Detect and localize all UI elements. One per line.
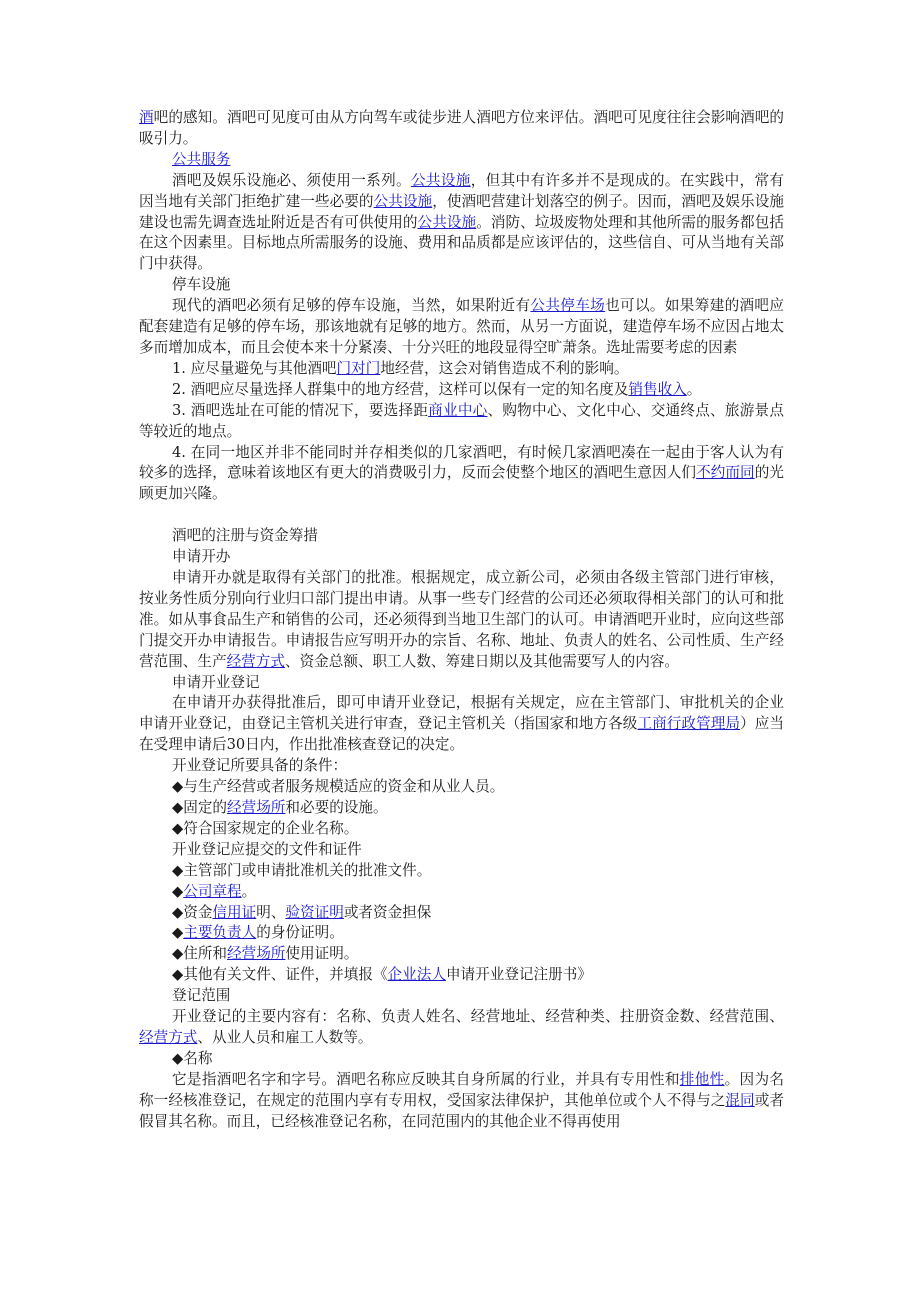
text-run: 酒吧及娱乐设施必、须使用一系列。 (172, 171, 411, 189)
text-run: ◆固定的 (172, 799, 228, 816)
inline-link[interactable]: 排他性 (679, 1070, 725, 1088)
text-run: 。 (241, 882, 257, 900)
text-run: 明、 (256, 903, 286, 921)
paragraph (139, 986, 784, 1007)
inline-link[interactable]: 验资证明 (285, 903, 344, 921)
text-run: 也可以。如果筹建的酒吧应配套建造有足够的停车场，那该地就有足够的地方。然而，从另一方面说，建造停车场不应因占地太多而增加成本，而且会使本来十分紧凑、十分兴旺的地段显得空旷萧条。选址需要考虑的因素 (139, 297, 784, 356)
paragraph (139, 108, 784, 150)
text-run: 。因为名称一经核准登记，在规定的范围内享有专用权，受国家法律保护，其他单位或个人不得与之 (139, 1070, 784, 1109)
paragraph (139, 777, 784, 798)
paragraph (139, 903, 784, 924)
paragraph (139, 673, 784, 694)
inline-link[interactable]: 酒 (139, 109, 154, 126)
text-run: 申请开办 (172, 548, 231, 566)
text-run: ◆名称 (172, 1049, 213, 1067)
text-run: 1. 应尽量避免与其他酒吧 (172, 359, 337, 377)
inline-link[interactable]: 混同 (725, 1091, 755, 1109)
text-run: 或者假冒其名称。而且，已经核准登记名称，在同范围内的其他企业不得再使用 (139, 1091, 784, 1130)
paragraph (139, 275, 784, 296)
text-run: 申请开业登记注册书》 (445, 966, 592, 984)
text-run: 在申请开办获得批准后，即可申请开业登记，根据有关规定，应在主管部门、审批机关的企业申请开业登记，由登记主管机关进行审查，登记主管机关（指国家和地方各级 (139, 694, 784, 733)
text-run: 使用证明。 (285, 945, 359, 963)
text-run: 的光顾更加兴隆。 (139, 464, 784, 503)
text-run: 开业登记所要具备的条件： (172, 757, 348, 775)
text-run: 、从业人员和雇工人数等。 (197, 1028, 373, 1046)
inline-link[interactable]: 信用证 (212, 903, 257, 921)
paragraph (139, 171, 784, 276)
inline-link[interactable]: 公共设施 (410, 171, 471, 189)
paragraph (139, 359, 784, 380)
text-run: ◆其他有关文件、证件，并填报《 (172, 966, 388, 984)
inline-link[interactable]: 经营方式 (139, 1028, 198, 1046)
inline-link[interactable]: 门对门 (336, 359, 381, 377)
inline-link[interactable]: 公司章程 (183, 882, 242, 900)
paragraph (139, 965, 784, 986)
text-run: 。 (686, 380, 702, 398)
paragraph (139, 150, 784, 171)
text-run: 酒吧的注册与资金筹措 (172, 527, 318, 545)
inline-link[interactable]: 企业法人 (387, 966, 446, 984)
paragraph (139, 756, 784, 777)
text-run: ◆与生产经营或者服务规模适应的资金和从业人员。 (172, 778, 505, 796)
inline-link[interactable]: 公共服务 (172, 150, 231, 168)
paragraph (139, 443, 784, 506)
text-run: ◆ (172, 924, 184, 942)
text-run: 。消防、垃圾废物处理和其他所需的服务都包括在这个因素里。目标地点所需服务的设施、费用和品质都是应该评估的，这些信自、可从当地有关部门中获得。 (139, 213, 784, 273)
text-run: 它是指酒吧名字和字号。酒吧名称应反映其自身所属的行业，并具有专用性和 (172, 1070, 680, 1088)
text-run: 地经营，这会对销售造成不利的影响。 (380, 359, 629, 377)
text-run: 2. 酒吧应尽量选择人群集中的地方经营，这样可以保有一定的知名度及 (172, 380, 629, 398)
text-run: ◆符合国家规定的企业名称。 (172, 819, 359, 837)
paragraph (139, 568, 784, 673)
paragraph (139, 380, 784, 401)
paragraph (139, 1070, 784, 1133)
text-run: ，使酒吧营建计划落空的例子。因而，酒吧及娱乐设施建设也需先调查选址附近是否有可供使用的 (139, 192, 784, 231)
text-run: 开业登记的主要内容有：名称、负责人姓名、经营地址、经营种类、拄册资金数、经营范围、 (172, 1008, 784, 1026)
paragraph (139, 526, 784, 547)
paragraph (139, 923, 784, 944)
text-run: 和必要的设施。 (285, 799, 388, 816)
text-run: ◆住所和 (172, 945, 228, 963)
text-run: 3. 酒吧选址在可能的情况下，要选择距 (172, 401, 429, 419)
paragraph (139, 819, 784, 840)
text-run: 停车设施 (172, 276, 231, 294)
text-run: 申请开办就是取得有关部门的批准。根据规定，成立新公司，必须由各级主管部门进行审核，按业务性质分别向行业归口部门提出申请。从事一些专门经营的公司还必须取得相关部门的认可和批准。如从事食品生产和销售的公司，还必须得到当地卫生部门的认可。申请酒吧开业时，应向这些部门提交开办申请报告。申请报告应写明开办的宗旨、名称、地址、负责人的姓名、公司性质、生产经营范围、生产 (139, 569, 784, 670)
text-run: 登记范围 (172, 987, 231, 1005)
text-run: 申请开业登记 (172, 673, 260, 691)
inline-link[interactable]: 经营方式 (226, 652, 285, 670)
paragraph (139, 798, 784, 819)
text-run: 、购物中心、文化中心、交通终点、旅游景点等较近的地点。 (139, 401, 784, 440)
inline-link[interactable]: 工商行政管理局 (637, 715, 741, 733)
inline-link[interactable]: 经营场所 (227, 945, 286, 963)
text-run: 开业登记应提交的文件和证件 (172, 840, 362, 858)
paragraph (139, 296, 784, 359)
paragraph (139, 547, 784, 568)
inline-link[interactable]: 经营场所 (227, 799, 286, 816)
inline-link[interactable]: 销售收入 (628, 380, 687, 398)
paragraph (139, 840, 784, 861)
text-run: 或者资金担保 (343, 903, 432, 921)
text-run: ◆ (172, 882, 184, 900)
text-run: ，但其中有许多并不是现成的。在实践中，常有因当地有关部门拒绝扩建一些必要的 (139, 171, 784, 210)
paragraph-gap (139, 505, 784, 526)
inline-link[interactable]: 商业中心 (428, 401, 488, 419)
inline-link[interactable]: 公共设施 (373, 192, 433, 210)
inline-link[interactable]: 不约而同 (696, 464, 755, 482)
inline-link[interactable]: 主要负责人 (183, 924, 257, 942)
text-run: 的身份证明。 (256, 924, 344, 942)
paragraph (139, 1007, 784, 1049)
inline-link[interactable]: 公共设施 (417, 213, 477, 231)
paragraph (139, 401, 784, 443)
paragraph (139, 882, 784, 903)
paragraph (139, 1049, 784, 1070)
inline-link[interactable]: 公共停车场 (530, 297, 606, 315)
text-run: 4. 在同一地区并非不能同时并存相类似的几家酒吧，有时候几家酒吧凑在一起由于客人认为有较多的选择，意味着该地区有更大的消费吸引力，反而会使整个地区的酒吧生意因人们 (139, 443, 784, 482)
text-run: 吧的感知。酒吧可见度可由从方向驾车或徒步进人酒吧方位来评估。酒吧可见度往往会影响酒吧的吸引力。 (139, 109, 784, 147)
document-body (139, 108, 784, 1133)
paragraph (139, 944, 784, 965)
text-run: ◆主管部门或申请批准机关的批准文件。 (172, 861, 432, 879)
text-run: ◆资金 (172, 903, 213, 921)
paragraph (139, 861, 784, 882)
paragraph (139, 693, 784, 756)
text-run: 、资金总额、职工人数、筹建日期以及其他需要写人的内容。 (284, 652, 680, 670)
text-run: ）应当在受理申请后30日内，作出批准核查登记的决定。 (139, 715, 784, 754)
text-run: 现代的酒吧必须有足够的停车设施，当然，如果附近有 (172, 297, 531, 315)
